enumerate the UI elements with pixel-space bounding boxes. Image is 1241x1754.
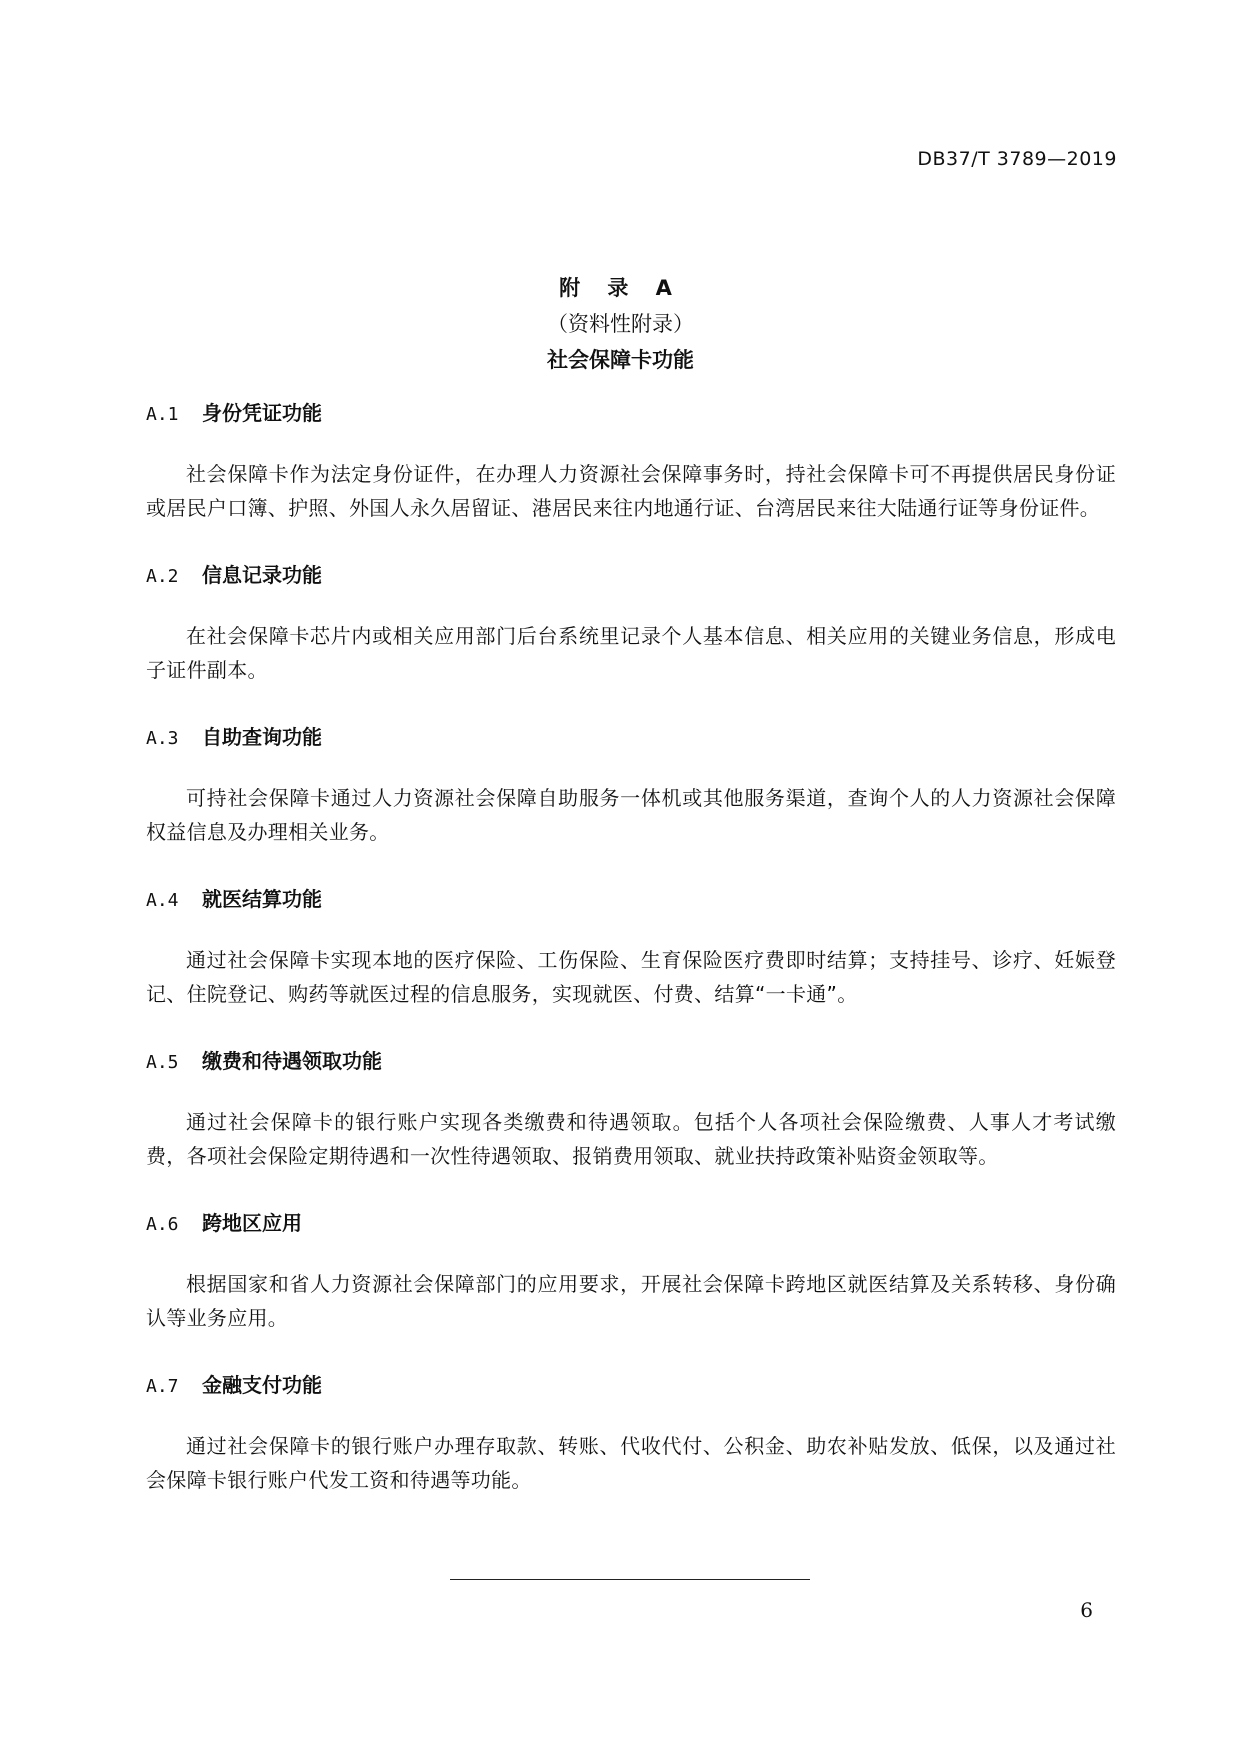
- section-a5: [146, 1045, 1116, 1173]
- page-number: 6: [1080, 1598, 1093, 1622]
- section-title: 信息记录功能: [202, 563, 322, 587]
- section-a2: [146, 559, 1116, 687]
- section-body: 在社会保障卡芯片内或相关应用部门后台系统里记录个人基本信息、相关应用的关键业务信息，形成电子证件副本。: [146, 624, 1116, 682]
- section-a7: [146, 1369, 1116, 1497]
- section-a3: [146, 721, 1116, 849]
- section-number: A.6: [146, 1214, 179, 1235]
- section-body: 通过社会保障卡的银行账户办理存取款、转账、代收代付、公积金、助农补贴发放、低保，以及通过社会保障卡银行账户代发工资和待遇等功能。: [146, 1434, 1116, 1492]
- section-a6: [146, 1207, 1116, 1335]
- section-title: 就医结算功能: [202, 887, 322, 911]
- section-title: 跨地区应用: [202, 1211, 302, 1235]
- appendix-heading: [0, 270, 1241, 378]
- section-heading: [146, 1207, 1116, 1239]
- section-title: 缴费和待遇领取功能: [202, 1049, 382, 1073]
- footer-divider: [450, 1579, 810, 1580]
- section-number: A.2: [146, 566, 179, 587]
- section-heading: [146, 1045, 1116, 1077]
- section-number: A.3: [146, 728, 179, 749]
- section-a4: [146, 883, 1116, 1011]
- section-body: 根据国家和省人力资源社会保障部门的应用要求，开展社会保障卡跨地区就医结算及关系转移、身份确认等业务应用。: [146, 1272, 1116, 1330]
- section-body: 通过社会保障卡的银行账户实现各类缴费和待遇领取。包括个人各项社会保险缴费、人事人才考试缴费，各项社会保险定期待遇和一次性待遇领取、报销费用领取、就业扶持政策补贴资金领取等。: [146, 1110, 1116, 1168]
- appendix-title: 社会保障卡功能: [547, 348, 694, 372]
- section-heading: [146, 721, 1116, 753]
- section-body: 通过社会保障卡实现本地的医疗保险、工伤保险、生育保险医疗费即时结算；支持挂号、诊疗、妊娠登记、住院登记、购药等就医过程的信息服务，实现就医、付费、结算“一卡通”。: [146, 948, 1116, 1006]
- section-title: 金融支付功能: [202, 1373, 322, 1397]
- section-title: 自助查询功能: [202, 725, 322, 749]
- section-heading: [146, 397, 1116, 429]
- section-body: 可持社会保障卡通过人力资源社会保障自助服务一体机或其他服务渠道，查询个人的人力资源社会保障权益信息及办理相关业务。: [146, 786, 1116, 844]
- section-a1: [146, 397, 1116, 525]
- appendix-type: （资料性附录）: [547, 312, 694, 336]
- appendix-label: 附 录 A: [559, 276, 682, 300]
- section-number: A.4: [146, 890, 179, 911]
- section-number: A.5: [146, 1052, 179, 1073]
- section-body: 社会保障卡作为法定身份证件，在办理人力资源社会保障事务时，持社会保障卡可不再提供居民身份证或居民户口簿、护照、外国人永久居留证、港居民来往内地通行证、台湾居民来往大陆通行证等身份证件。: [146, 462, 1116, 520]
- section-number: A.7: [146, 1376, 179, 1397]
- section-heading: [146, 883, 1116, 915]
- section-heading: [146, 559, 1116, 591]
- appendix-content: [146, 397, 1116, 1531]
- section-heading: [146, 1369, 1116, 1401]
- section-title: 身份凭证功能: [202, 401, 322, 425]
- standard-code: DB37/T 3789—2019: [917, 148, 1117, 170]
- section-number: A.1: [146, 404, 179, 425]
